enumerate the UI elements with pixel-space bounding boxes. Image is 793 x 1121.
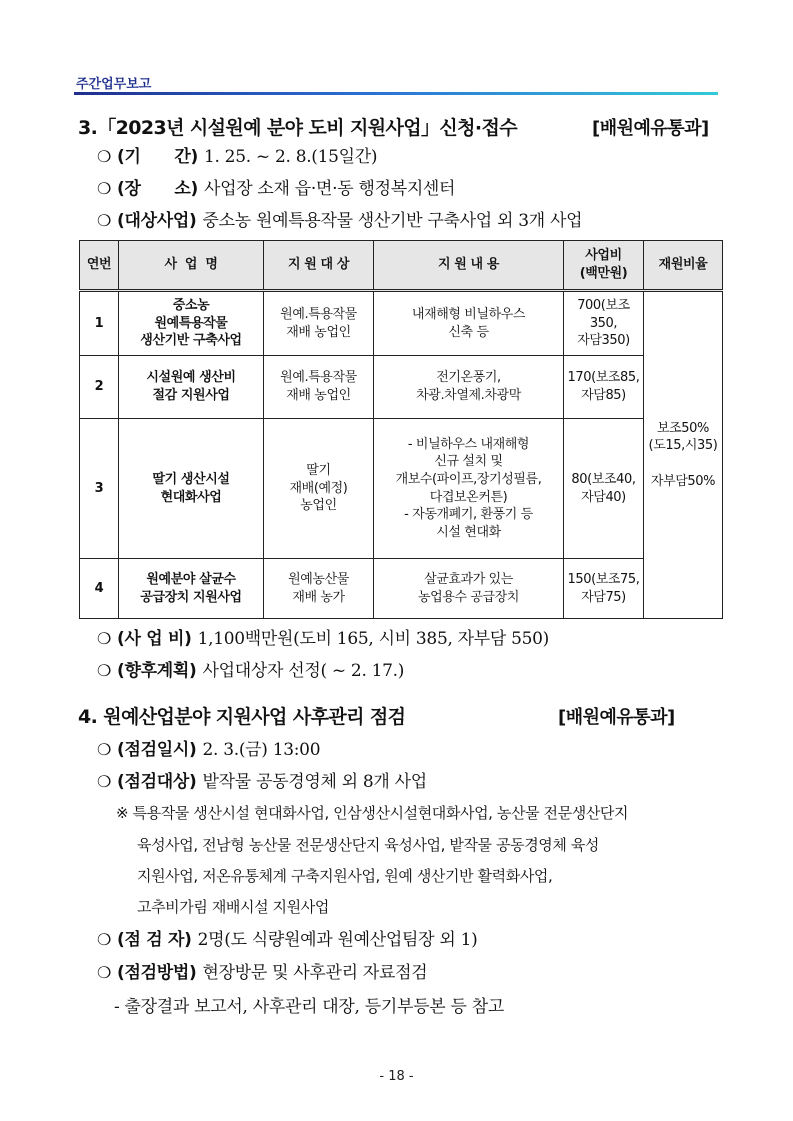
col-header-content: 지 원 내 용 <box>374 241 564 291</box>
section-3-department: [배원예유통과] <box>592 118 709 139</box>
bullet-circle-icon: ❍ <box>97 963 112 982</box>
bullet-circle-icon: ❍ <box>97 629 112 648</box>
item-value: 중소농 원예특용작물 생산기반 구축사업 외 3개 사업 <box>202 211 583 231</box>
page-number: - 18 - <box>379 1069 414 1084</box>
row-target: 원예.특용작물 재배 농업인 <box>264 291 374 356</box>
row-cost: 170(보조85, 자담85) <box>564 356 644 419</box>
row-target: 딸기 재배(예정) 농업인 <box>264 419 374 559</box>
section-4-method <box>97 958 427 983</box>
row-content: 내재해형 비닐하우스 신축 등 <box>374 291 564 356</box>
item-key: (점 검 자) <box>117 930 192 950</box>
row-project-name: 딸기 생산시설 현대화사업 <box>119 419 264 559</box>
item-value: 현장방문 및 사후관리 자료점검 <box>202 963 428 983</box>
bullet-circle-icon: ❍ <box>97 930 112 949</box>
row-content: - 비닐하우스 내재해형 신규 설치 및 개보수(파이프,장기성필름, 다겹보온커튼) - 자동개폐기, 환풍기 등 시설 현대화 <box>374 419 564 559</box>
row-project-name: 원예분야 살균수 공급장치 지원사업 <box>119 559 264 619</box>
table-row <box>80 559 723 619</box>
item-value: 2. 3.(금) 13:00 <box>202 740 321 760</box>
section-3-target-projects <box>97 206 582 231</box>
row-no: 4 <box>80 559 119 619</box>
col-header-no: 연번 <box>80 241 119 291</box>
section-4-title: 4. 원예산업분야 지원사업 사후관리 점검 <box>78 706 406 728</box>
col-header-ratio: 재원비율 <box>644 241 723 291</box>
item-value: 밭작물 공동경영체 외 8개 사업 <box>202 772 427 792</box>
table-row <box>80 291 723 356</box>
table-row <box>80 419 723 559</box>
section-3-period <box>97 142 377 167</box>
row-no: 3 <box>80 419 119 559</box>
section-4-date <box>97 735 320 760</box>
item-key: (향후계획) <box>117 661 197 681</box>
bullet-circle-icon: ❍ <box>97 740 112 759</box>
section-4-inspector <box>97 925 477 950</box>
item-value: 1,100백만원(도비 165, 시비 385, 자부담 550) <box>197 629 550 649</box>
section-3-budget <box>97 624 549 649</box>
row-target: 원예.특용작물 재배 농업인 <box>264 356 374 419</box>
note-line: ※ 특용작물 생산시설 현대화사업, 인삼생산시설현대화사업, 농산물 전문생산단지 <box>116 804 629 822</box>
report-header-label: 주간업무보고 <box>76 77 152 92</box>
bullet-circle-icon: ❍ <box>97 179 112 198</box>
section-4-reference: - 출장결과 보고서, 사후관리 대장, 등기부등본 등 참고 <box>114 997 504 1017</box>
bullet-circle-icon: ❍ <box>97 661 112 680</box>
row-no: 2 <box>80 356 119 419</box>
section-4-department: [배원예유통과] <box>558 707 675 728</box>
item-key: (장 소) <box>117 179 198 199</box>
row-target: 원예농산물 재배 농가 <box>264 559 374 619</box>
row-cost: 150(보조75, 자담75) <box>564 559 644 619</box>
row-project-name: 시설원예 생산비 절감 지원사업 <box>119 356 264 419</box>
row-no: 1 <box>80 291 119 356</box>
item-key: (사 업 비) <box>117 629 192 649</box>
item-value: 사업장 소재 읍·면·동 행정복지센터 <box>203 179 456 199</box>
section-4-target <box>97 767 427 792</box>
item-value: 1. 25. ~ 2. 8.(15일간) <box>203 147 378 167</box>
note-line: 지원사업, 저온유통체계 구축지원사업, 원예 생산기반 활력화사업, <box>137 867 553 885</box>
bullet-circle-icon: ❍ <box>97 147 112 166</box>
bullet-circle-icon: ❍ <box>97 211 112 230</box>
item-key: (대상사업) <box>117 211 197 231</box>
header-divider <box>74 92 718 95</box>
item-value: 사업대상자 선정( ~ 2. 17.) <box>202 661 405 681</box>
col-header-name: 사 업 명 <box>119 241 264 291</box>
row-cost: 700(보조350, 자담350) <box>564 291 644 356</box>
table-header-row <box>80 241 723 291</box>
section-3-plan <box>97 656 404 681</box>
note-line: 육성사업, 전남형 농산물 전문생산단지 육성사업, 밭작물 공동경영체 육성 <box>137 836 600 854</box>
funding-ratio-cell: 보조50% (도15,시35) 자부담50% <box>644 291 723 619</box>
row-project-name: 중소농 원예특용작물 생산기반 구축사업 <box>119 291 264 356</box>
table-row <box>80 356 723 419</box>
row-content: 전기온풍기, 차광.차열제.차광막 <box>374 356 564 419</box>
item-key: (점검일시) <box>117 740 197 760</box>
item-key: (점검대상) <box>117 772 197 792</box>
row-content: 살균효과가 있는 농업용수 공급장치 <box>374 559 564 619</box>
bullet-circle-icon: ❍ <box>97 772 112 791</box>
item-key: (점검방법) <box>117 963 197 983</box>
section-3-title: 3.「2023년 시설원예 분야 도비 지원사업」신청·접수 <box>78 117 518 139</box>
item-key: (기 간) <box>117 147 198 167</box>
col-header-cost: 사업비 (백만원) <box>564 241 644 291</box>
row-cost: 80(보조40, 자담40) <box>564 419 644 559</box>
col-header-target: 지 원 대 상 <box>264 241 374 291</box>
section-3-place <box>97 174 455 199</box>
note-line: 고추비가림 재배시설 지원사업 <box>137 898 329 916</box>
item-value: 2명(도 식량원예과 원예산업팀장 외 1) <box>197 930 478 950</box>
support-project-table <box>79 240 723 619</box>
